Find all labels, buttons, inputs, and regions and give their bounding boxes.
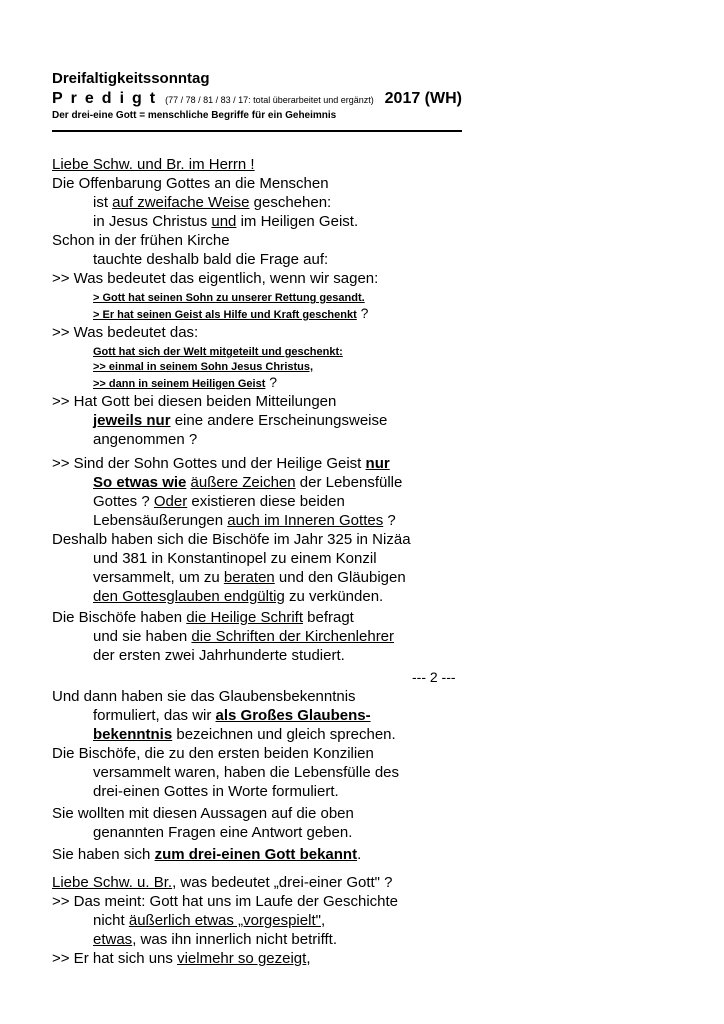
text-line: Die Offenbarung Gottes an die Menschen xyxy=(52,175,329,192)
text-line: Schon in der frühen Kirche xyxy=(52,232,230,249)
text-line: Gottes ? Oder existieren diese beiden xyxy=(93,493,345,510)
text-line: der ersten zwei Jahrhunderte studiert. xyxy=(93,647,345,664)
salutation-1 xyxy=(52,156,255,174)
text-line: versammelt waren, haben die Lebensfülle des xyxy=(93,764,400,781)
text-line: >> Er hat sich uns vielmehr so gezeigt, xyxy=(52,950,311,967)
question-line: >> Was bedeutet das eigentlich, wenn wir sagen: xyxy=(52,270,379,287)
predigt-line xyxy=(52,90,462,108)
header-rule xyxy=(52,130,462,132)
text-line: Und dann haben sie das Glaubensbekenntnis xyxy=(52,688,356,705)
question-line: >> Hat Gott bei diesen beiden Mitteilungen xyxy=(52,393,337,410)
salutation-2: Liebe Schw. u. Br., was bedeutet „drei-einer Gott" ? xyxy=(52,874,393,891)
text-line: versammelt, um zu beraten und den Gläubigen xyxy=(93,569,406,586)
text-line: in Jesus Christus und im Heiligen Geist. xyxy=(93,213,359,230)
sub-line: >> dann in seinem Heiligen Geist ? xyxy=(93,374,278,390)
text-line: etwas, was ihn innerlich nicht betrifft. xyxy=(93,931,338,948)
text-line: ist auf zweifache Weise geschehen: xyxy=(93,194,332,211)
text-line: genannten Fragen eine Antwort geben. xyxy=(93,824,353,841)
text-line: >> Das meint: Gott hat uns im Laufe der Geschichte xyxy=(52,893,399,910)
sub-line: >> einmal in seinem Sohn Jesus Christus, xyxy=(93,361,314,373)
sub-line: Gott hat sich der Welt mitgeteilt und geschenkt: xyxy=(93,346,343,358)
text-line: angenommen ? xyxy=(93,431,198,448)
predigt-meta: (77 / 78 / 81 / 83 / 17: total überarbeitet und ergänzt) xyxy=(165,95,374,105)
text-line: tauchte deshalb bald die Frage auf: xyxy=(93,251,329,268)
sub-line: > Er hat seinen Geist als Hilfe und Kraft geschenkt ? xyxy=(93,305,369,321)
text-line: Die Bischöfe, die zu den ersten beiden Konzilien xyxy=(52,745,374,762)
text-line: drei-einen Gottes in Worte formuliert. xyxy=(93,783,339,800)
text-line: den Gottesglauben endgültig zu verkünden. xyxy=(93,588,384,605)
text-line: jeweils nur eine andere Erscheinungsweise xyxy=(93,412,388,429)
year-author: 2017 (WH) xyxy=(384,90,462,107)
page-marker: --- 2 --- xyxy=(412,669,456,685)
salutation-text: Liebe Schw. und Br. im Herrn ! xyxy=(52,156,255,173)
text-line: So etwas wie äußere Zeichen der Lebensfülle xyxy=(93,474,403,491)
text-line: bekenntnis bezeichnen und gleich sprechen. xyxy=(93,726,396,743)
question-line: >> Was bedeutet das: xyxy=(52,324,199,341)
predigt-label: Predigt xyxy=(52,90,164,107)
text-line: Sie haben sich zum drei-einen Gott bekannt. xyxy=(52,846,362,863)
text-line: und 381 in Konstantinopel zu einem Konzil xyxy=(93,550,377,567)
text-line: Die Bischöfe haben die Heilige Schrift befragt xyxy=(52,609,354,626)
sub-line: > Gott hat seinen Sohn zu unserer Rettung gesandt. xyxy=(93,292,365,304)
document-title: Dreifaltigkeitssonntag xyxy=(52,70,210,87)
text-line: Lebensäußerungen auch im Inneren Gottes ? xyxy=(93,512,396,529)
document-subtitle: Der drei-eine Gott = menschliche Begriffe für ein Geheimnis xyxy=(52,110,337,121)
text-line: formuliert, das wir als Großes Glaubens- xyxy=(93,707,371,724)
question-line: >> Sind der Sohn Gottes und der Heilige Geist nur xyxy=(52,455,390,472)
text-line: nicht äußerlich etwas „vorgespielt", xyxy=(93,912,326,929)
text-line: Deshalb haben sich die Bischöfe im Jahr 325 in Nizäa xyxy=(52,531,411,548)
text-line: und sie haben die Schriften der Kirchenlehrer xyxy=(93,628,395,645)
text-line: Sie wollten mit diesen Aussagen auf die oben xyxy=(52,805,354,822)
